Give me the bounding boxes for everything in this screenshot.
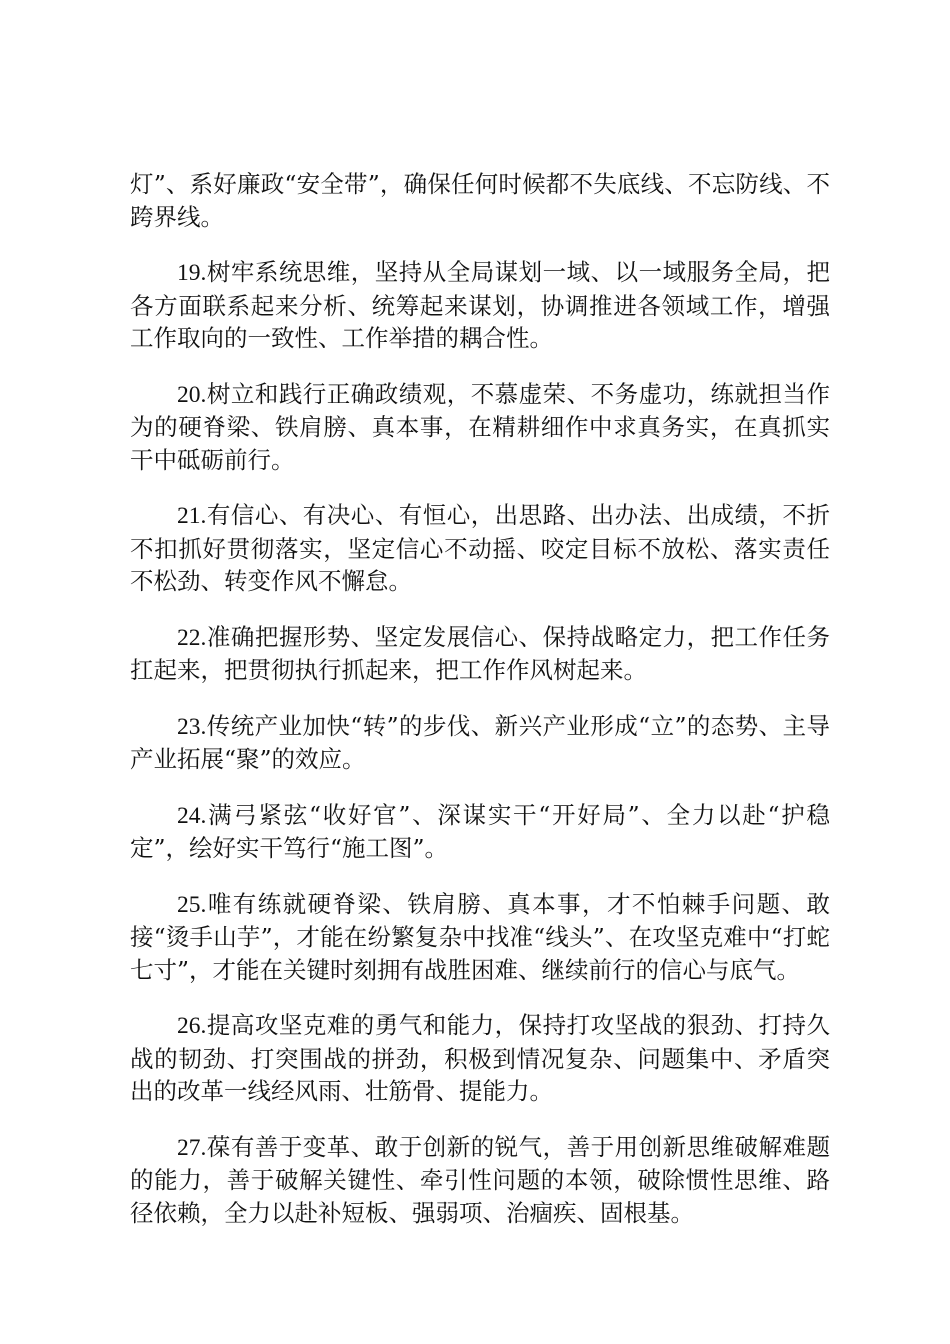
paragraph-text: 灯”、系好廉政“安全带”，确保任何时候都不失底线、不忘防线、不跨界线。 <box>130 170 830 231</box>
paragraph-21 <box>130 499 830 598</box>
paragraph-26 <box>130 1009 830 1108</box>
paragraph-number: 22. <box>177 624 207 651</box>
paragraph-text: 树牢系统思维，坚持从全局谋划一域、以一域服务全局，把各方面联系起来分析、统筹起来谋划，协调推进各领域工作，增强工作取向的一致性、工作举措的耦合性。 <box>130 258 830 352</box>
paragraph-25 <box>130 888 830 987</box>
paragraph-number: 23. <box>177 713 207 740</box>
paragraph-text: 满弓紧弦“收好官”、深谋实干“开好局”、全力以赴“护稳定”，绘好实干笃行“施工图”。 <box>130 800 830 862</box>
document-body <box>130 168 830 1252</box>
paragraph-text: 传统产业加快“转”的步伐、新兴产业形成“立”的态势、主导产业拓展“聚”的效应。 <box>130 711 830 773</box>
paragraph-number: 26. <box>177 1013 207 1039</box>
paragraph-22 <box>130 621 830 687</box>
paragraph-text: 唯有练就硬脊梁、铁肩膀、真本事，才不怕棘手问题、敢接“烫手山芋”，才能在纷繁复杂中找准“线头”、在攻坚克难中“打蛇七寸”，才能在关键时刻拥有战胜困难、继续前行的信心与底气。 <box>130 889 830 984</box>
paragraph-20 <box>130 378 830 477</box>
paragraph-text: 提高攻坚克难的勇气和能力，保持打攻坚战的狠劲、打持久战的韧劲、打突围战的拼劲，积极到情况复杂、问题集中、矛盾突出的改革一线经风雨、壮筋骨、提能力。 <box>130 1011 830 1105</box>
paragraph-text: 葆有善于变革、敢于创新的锐气，善于用创新思维破解难题的能力，善于破解关键性、牵引性问题的本领，破除惯性思维、路径依赖，全力以赴补短板、强弱项、治痼疾、固根基。 <box>130 1132 830 1227</box>
paragraph-number: 21. <box>177 503 207 529</box>
paragraph-number: 20. <box>177 381 207 408</box>
paragraph-continuation <box>130 168 830 233</box>
paragraph-27 <box>130 1131 830 1230</box>
paragraph-19 <box>130 256 830 355</box>
paragraph-text: 有信心、有决心、有恒心，出思路、出办法、出成绩，不折不扣抓好贯彻落实，坚定信心不动摇、咬定目标不放松、落实责任不松劲、转变作风不懈怠。 <box>130 501 830 595</box>
paragraph-23 <box>130 710 830 776</box>
paragraph-number: 27. <box>177 1134 207 1161</box>
paragraph-number: 25. <box>177 891 207 918</box>
paragraph-24 <box>130 799 830 865</box>
paragraph-number: 19. <box>177 260 207 286</box>
paragraph-text: 树立和践行正确政绩观，不慕虚荣、不务虚功，练就担当作为的硬脊梁、铁肩膀、真本事，在精耕细作中求真务实，在真抓实干中砥砺前行。 <box>130 379 830 474</box>
paragraph-text: 准确把握形势、坚定发展信心、保持战略定力，把工作任务扛起来，把贯彻执行抓起来，把工作作风树起来。 <box>130 622 830 684</box>
paragraph-number: 24. <box>177 802 207 829</box>
